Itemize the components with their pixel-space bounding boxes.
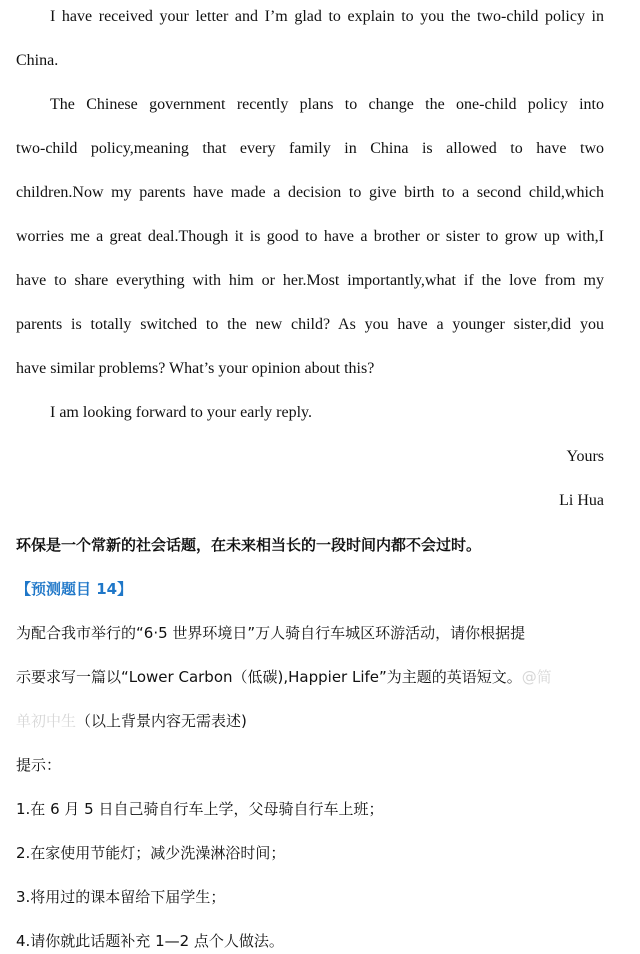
letter-p2-line4: worries me a great deal.Though it is good to have a brother or sister to grow up with,I xyxy=(16,228,604,245)
prediction-heading: 【预测题目 14】 xyxy=(16,580,133,598)
letter-signature: Li Hua xyxy=(559,492,604,509)
task-line1: 为配合我市举行的“6·5 世界环境日”万人骑自行车城区环游活动，请你根据提 xyxy=(16,624,526,642)
hint-item-2: 2.在家使用节能灯；减少洗澡淋浴时间； xyxy=(16,844,286,862)
task-line3-text: （以上背景内容无需表述) xyxy=(76,712,247,730)
hint-item-4: 4.请你就此话题补充 1—2 点个人做法。 xyxy=(16,932,284,950)
hints-label: 提示： xyxy=(16,756,62,774)
letter-p3: I am looking forward to your early reply. xyxy=(50,404,312,421)
letter-p2-line2: two-child policy,meaning that every family in China is allowed to have two xyxy=(16,140,604,157)
letter-p1-line2: China. xyxy=(16,52,59,69)
hint-item-3: 3.将用过的课本留给下届学生； xyxy=(16,888,226,906)
task-line2-text: 示要求写一篇以“Lower Carbon（低碳),Happier Life”为主题的英语短文。 xyxy=(16,668,522,686)
letter-closing: Yours xyxy=(566,448,604,465)
letter-p2-line7: have similar problems? What’s your opinion about this? xyxy=(16,360,375,377)
task-line3 xyxy=(16,710,604,732)
watermark-text-part1: @简 xyxy=(521,668,552,686)
letter-p2-line3: children.Now my parents have made a decision to give birth to a second child,which xyxy=(16,184,604,201)
watermark-text-part2: 单初中生 xyxy=(16,712,77,730)
letter-p1-line1: I have received your letter and I’m glad to explain to you the two-child policy in xyxy=(50,8,604,25)
task-line2 xyxy=(16,666,604,688)
letter-p2-line6: parents is totally switched to the new child? As you have a younger sister,did you xyxy=(16,316,604,333)
letter-p2-line1: The Chinese government recently plans to change the one-child policy into xyxy=(50,96,604,113)
env-statement: 环保是一个常新的社会话题，在未来相当长的一段时间内都不会过时。 xyxy=(16,536,482,554)
hint-item-1: 1.在 6 月 5 日自己骑自行车上学，父母骑自行车上班； xyxy=(16,800,384,818)
letter-p2-line5: have to share everything with him or her.Most importantly,what if the love from my xyxy=(16,272,604,289)
